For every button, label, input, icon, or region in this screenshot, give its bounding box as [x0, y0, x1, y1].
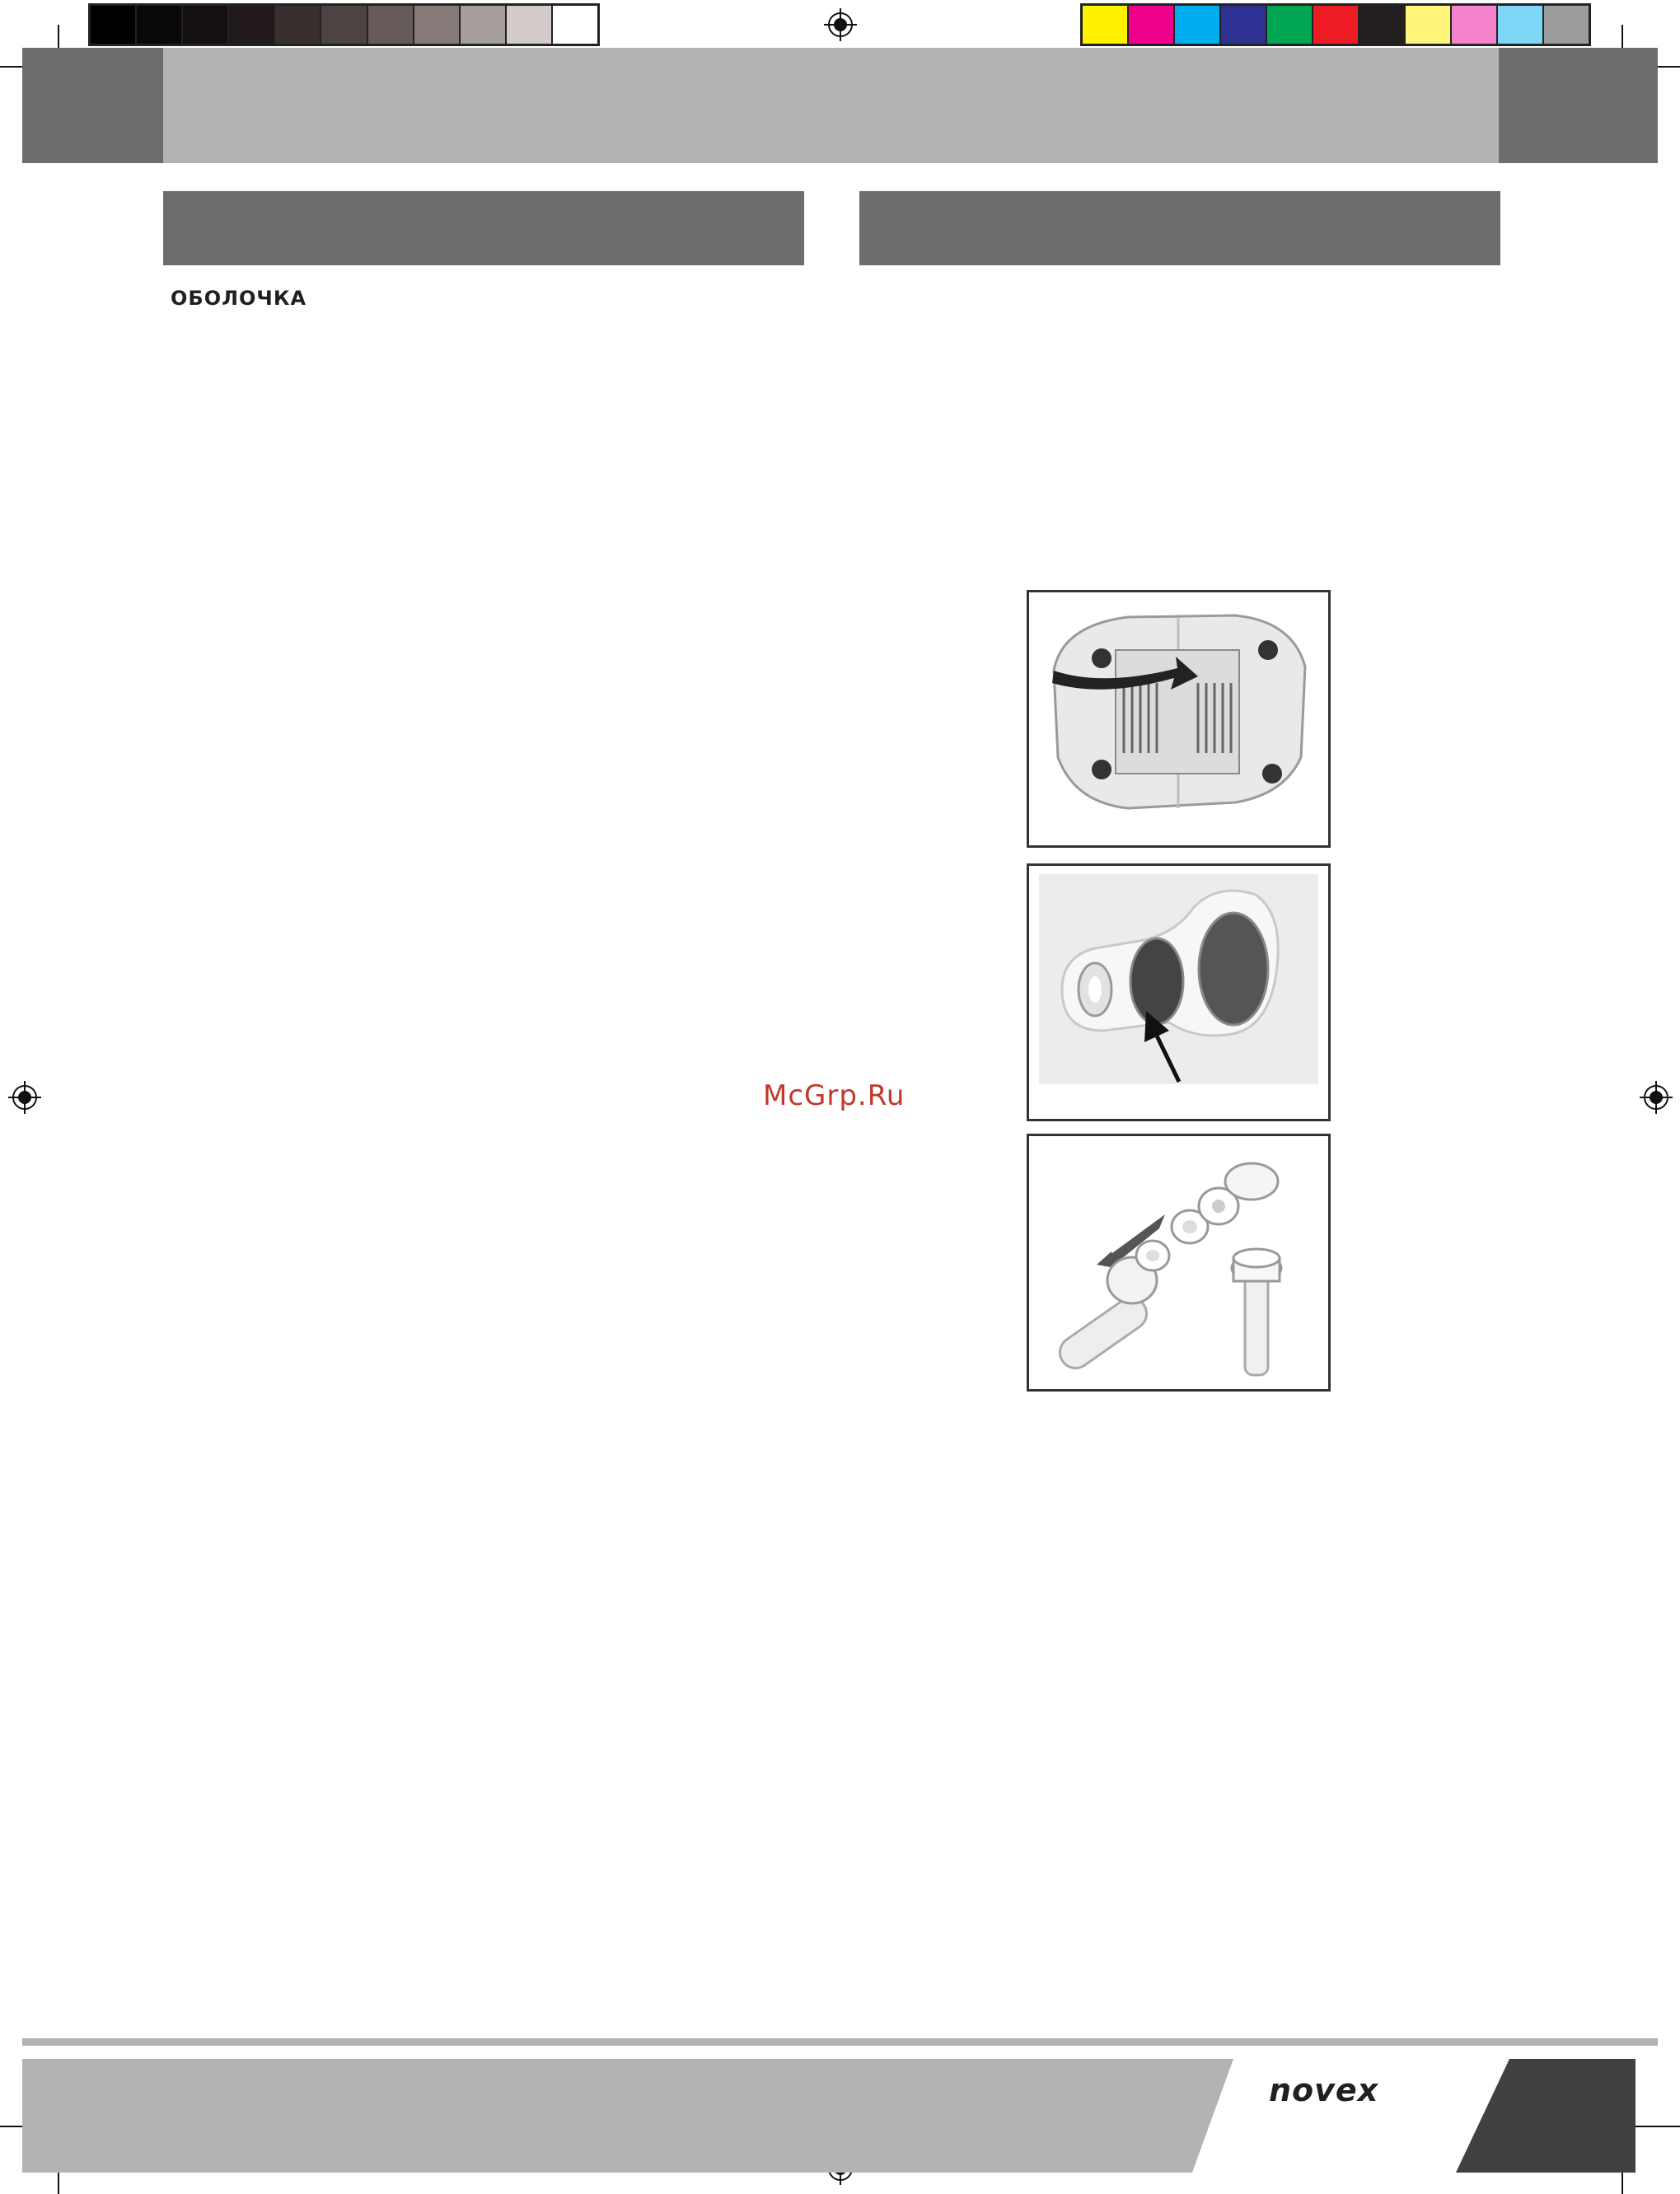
section-bar-left	[163, 191, 804, 265]
figure-control-buttons	[1027, 863, 1331, 1121]
buttons-icon	[1029, 866, 1328, 1119]
attachment-icon	[1029, 1136, 1328, 1389]
header-band-right	[1499, 48, 1658, 163]
calibration-swatch	[1452, 6, 1498, 44]
calibration-swatch	[1129, 6, 1175, 44]
header-band	[163, 48, 1499, 163]
calibration-swatch	[553, 6, 597, 44]
color-calibration-bar	[1080, 3, 1591, 46]
section-bar-right	[859, 191, 1500, 265]
calibration-swatch	[1544, 6, 1589, 44]
figure-base-underside	[1027, 590, 1331, 848]
calibration-swatch	[91, 6, 137, 44]
calibration-swatch	[1498, 6, 1544, 44]
novex-logo: novex	[1269, 2072, 1379, 2108]
calibration-swatch	[275, 6, 321, 44]
calibration-swatch	[1083, 6, 1129, 44]
calibration-swatch	[1175, 6, 1221, 44]
calibration-swatch	[321, 6, 367, 44]
calibration-swatch	[1267, 6, 1313, 44]
watermark: McGrp.Ru	[763, 1079, 906, 1112]
registration-mark-icon	[8, 1081, 41, 1114]
calibration-swatch	[1313, 6, 1359, 44]
section-title: ОБОЛОЧКА	[171, 287, 307, 310]
calibration-swatch	[229, 6, 275, 44]
calibration-swatch	[368, 6, 414, 44]
calibration-swatch	[461, 6, 507, 44]
calibration-swatch	[1359, 6, 1406, 44]
footer-band	[22, 2059, 1658, 2173]
registration-mark-icon	[824, 8, 857, 41]
calibration-swatch	[1406, 6, 1452, 44]
calibration-swatch	[414, 6, 461, 44]
calibration-swatch	[183, 6, 229, 44]
footer-rule	[22, 2038, 1658, 2046]
appliance-base-icon	[1029, 592, 1328, 845]
registration-mark-icon	[1640, 1081, 1673, 1114]
figure-sausage-attachment	[1027, 1134, 1331, 1392]
grayscale-calibration-bar	[88, 3, 600, 46]
calibration-swatch	[137, 6, 183, 44]
header-band-left	[22, 48, 163, 163]
calibration-swatch	[507, 6, 553, 44]
calibration-swatch	[1221, 6, 1267, 44]
